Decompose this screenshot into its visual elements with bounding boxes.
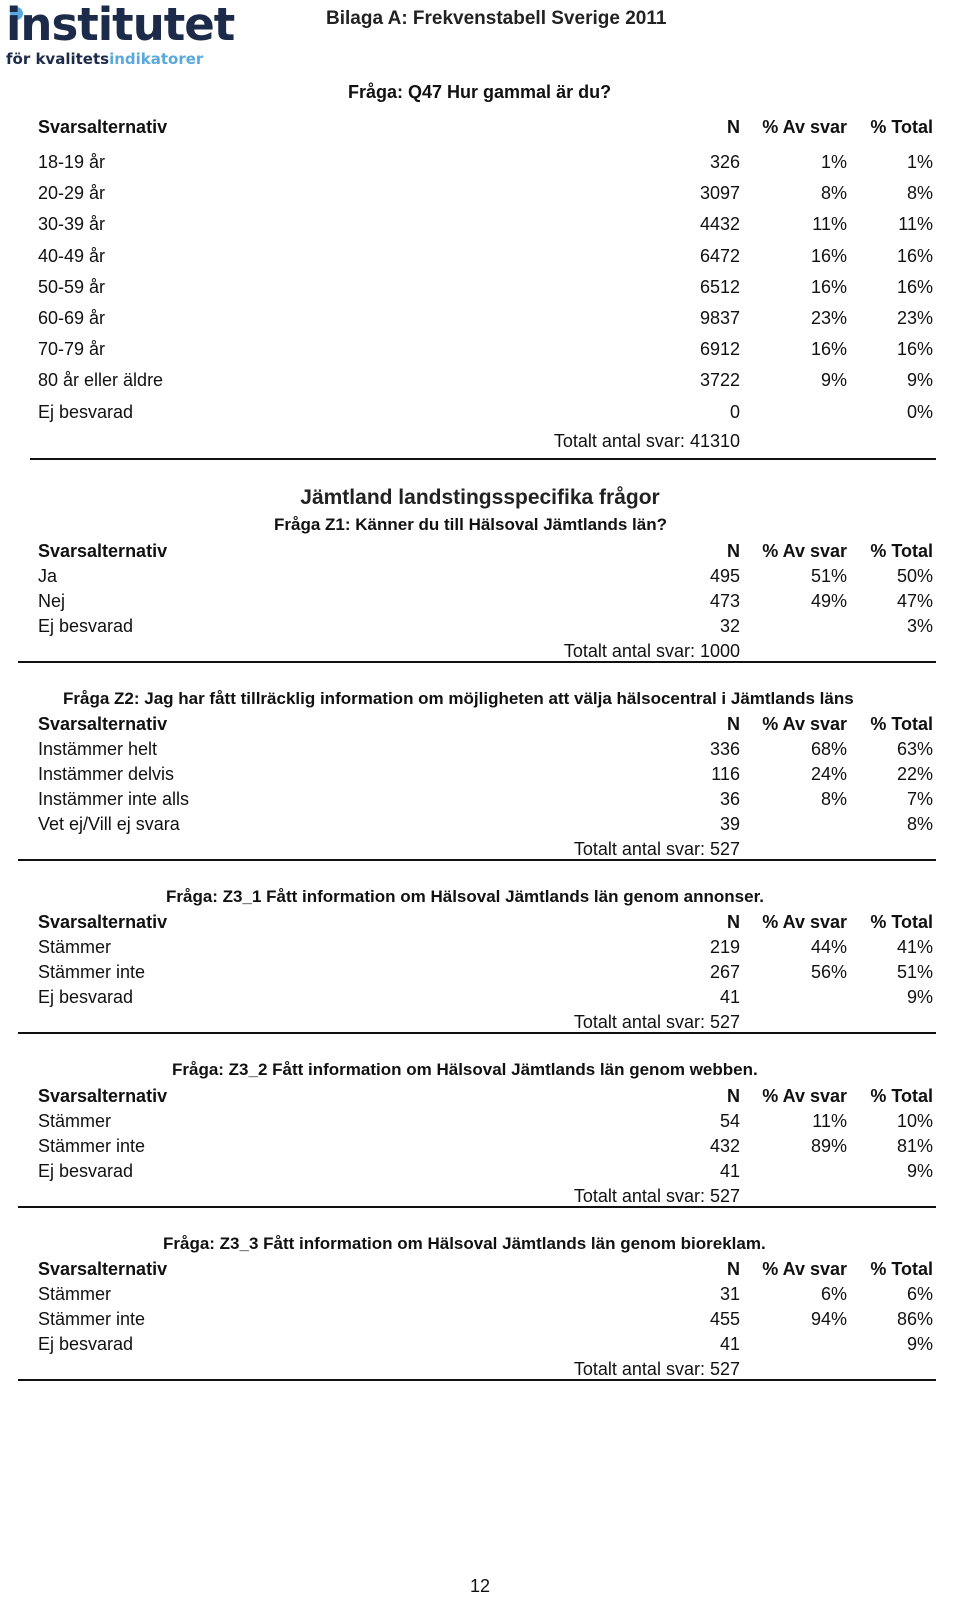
table-bottom-rule [18,1032,936,1034]
row-total-value: 86% [896,1309,933,1329]
table-row [0,764,960,790]
row-n-value: 219 [709,937,740,957]
table-header-row [0,714,960,740]
column-header-n: N [727,714,740,734]
row-n-value: 41 [719,1161,740,1181]
row-av-svar-value: 24% [810,764,847,784]
table-row [0,152,960,178]
row-av-svar-value: 56% [810,962,847,982]
row-n-value: 116 [711,764,740,784]
row-av-svar-value: 89% [810,1136,847,1156]
column-header-n: N [727,912,740,932]
total-responses: Totalt antal svar: 527 [573,839,740,859]
table-row [0,402,960,428]
table-row [0,183,960,209]
column-header-n: N [727,117,740,137]
row-av-svar-value: 9% [820,370,847,391]
row-total-value: 3% [906,616,933,636]
column-header-total: % Total [870,714,933,734]
column-header-label: Svarsalternativ [38,1086,168,1106]
table-row [0,277,960,303]
column-header-av-svar: % Av svar [762,541,847,561]
row-label: Stämmer inte [38,962,146,982]
column-header-av-svar: % Av svar [762,1259,847,1279]
row-total-value: 47% [896,591,933,611]
table-row [0,1161,960,1187]
table-row [0,616,960,642]
table-row [0,370,960,396]
column-header-av-svar: % Av svar [762,117,847,137]
total-responses: Totalt antal svar: 527 [573,1012,740,1032]
question-title: Fråga: Z3_1 Fått information om Hälsoval Jämtlands län genom annonser. [166,887,764,906]
logo-wordmark: institutet [6,0,235,51]
table-row [0,1309,960,1335]
section-title: Jämtland landstingsspecifika frågor [300,486,660,509]
row-av-svar-value: 51% [810,566,847,586]
row-total-value: 8% [906,814,933,834]
row-n-value: 39 [719,814,740,834]
table-row [0,566,960,592]
page-number: 12 [469,1576,491,1596]
row-av-svar-value: 8% [820,789,847,809]
row-av-svar-value: 16% [810,276,847,297]
row-total-value: 16% [896,276,933,297]
column-header-av-svar: % Av svar [762,912,847,932]
table-row [0,739,960,765]
row-label: Ja [38,566,58,586]
row-label: 30-39 år [38,214,106,235]
row-label: Stämmer inte [38,1309,146,1329]
row-n-value: 4432 [699,214,740,235]
table-bottom-rule [18,859,936,861]
row-av-svar-value: 94% [810,1309,847,1329]
row-label: Ej besvarad [38,1161,134,1181]
row-n-value: 32 [719,616,740,636]
row-total-value: 81% [896,1136,933,1156]
row-label: 50-59 år [38,276,106,297]
column-header-av-svar: % Av svar [762,714,847,734]
table-header-row [0,1259,960,1285]
column-header-label: Svarsalternativ [38,1259,168,1279]
row-total-value: 23% [896,308,933,328]
question-title: Fråga: Q47 Hur gammal är du? [348,82,612,102]
row-total-value: 10% [896,1111,933,1131]
table-header-row [0,541,960,567]
row-label: Ej besvarad [38,1334,134,1354]
column-header-total: % Total [870,117,933,137]
column-header-label: Svarsalternativ [38,541,168,561]
table-bottom-rule [30,458,936,460]
row-av-svar-value: 6% [820,1284,847,1304]
row-n-value: 31 [719,1284,740,1304]
table-header-row [0,1086,960,1112]
row-n-value: 495 [709,566,740,586]
row-total-value: 41% [896,937,933,957]
total-responses: Totalt antal svar: 1000 [563,641,740,661]
row-total-value: 11% [898,214,933,235]
column-header-total: % Total [870,912,933,932]
row-av-svar-value: 11% [812,1111,847,1131]
row-label: Ej besvarad [38,987,134,1007]
row-label: Ej besvarad [38,616,134,636]
row-n-value: 36 [719,789,740,809]
row-total-value: 0% [906,401,933,422]
column-header-n: N [727,1259,740,1279]
table-header-row [0,117,960,143]
row-av-svar-value: 8% [820,183,847,204]
row-label: Instämmer helt [38,739,158,759]
row-av-svar-value: 11% [812,214,847,235]
row-total-value: 7% [906,789,933,809]
row-av-svar-value: 49% [810,591,847,611]
row-total-value: 63% [896,739,933,759]
table-row [0,339,960,365]
row-av-svar-value: 16% [810,245,847,266]
row-n-value: 0 [729,401,740,422]
row-total-value: 6% [906,1284,933,1304]
row-total-value: 16% [896,245,933,266]
row-n-value: 6912 [699,339,740,360]
table-row [0,962,960,988]
row-av-svar-value: 16% [810,339,847,360]
document-title: Bilaga A: Frekvenstabell Sverige 2011 [326,8,667,29]
row-total-value: 9% [906,370,933,391]
column-header-total: % Total [870,1086,933,1106]
row-label: Nej [38,591,66,611]
row-total-value: 8% [906,183,933,204]
total-responses: Totalt antal svar: 527 [573,1359,740,1379]
row-label: Stämmer [38,1111,112,1131]
row-n-value: 6472 [699,245,740,266]
row-label: Stämmer inte [38,1136,146,1156]
table-bottom-rule [18,661,936,663]
row-label: Instämmer inte alls [38,789,190,809]
row-av-svar-value: 23% [810,308,847,328]
table-row [0,937,960,963]
table-row [0,1334,960,1360]
row-label: Instämmer delvis [38,764,175,784]
row-label: 60-69 år [38,308,106,328]
question-title: Fråga: Z3_3 Fått information om Hälsoval Jämtlands län genom bioreklam. [163,1234,766,1253]
table-row [0,1111,960,1137]
row-label: 40-49 år [38,245,106,266]
row-n-value: 3722 [699,370,740,391]
table-bottom-rule [18,1379,936,1381]
row-label: 20-29 år [38,183,106,204]
question-title: Fråga: Z3_2 Fått information om Hälsoval Jämtlands län genom webben. [172,1060,758,1079]
institutet-logo [6,0,235,68]
total-responses: Totalt antal svar: 527 [573,1186,740,1206]
row-label: Vet ej/Vill ej svara [38,814,180,834]
question-title: Fråga Z1: Känner du till Hälsoval Jämtlands län? [274,515,667,534]
row-n-value: 41 [719,987,740,1007]
row-label: Ej besvarad [38,401,134,422]
row-label: 80 år eller äldre [38,370,164,391]
column-header-label: Svarsalternativ [38,714,168,734]
column-header-n: N [727,1086,740,1106]
row-n-value: 267 [709,962,740,982]
table-header-row [0,912,960,938]
column-header-label: Svarsalternativ [38,912,168,932]
column-header-total: % Total [870,541,933,561]
row-av-svar-value: 1% [820,152,847,172]
total-responses: Totalt antal svar: 41310 [553,431,740,451]
table-row [0,591,960,617]
column-header-av-svar: % Av svar [762,1086,847,1106]
table-row [0,214,960,240]
row-total-value: 22% [896,764,933,784]
row-total-value: 16% [896,339,933,360]
row-total-value: 9% [906,1334,933,1354]
row-total-value: 1% [906,152,933,172]
table-row [0,246,960,272]
row-label: 18-19 år [38,152,106,172]
table-row [0,1136,960,1162]
row-av-svar-value: 44% [810,937,847,957]
row-n-value: 473 [709,591,740,611]
row-n-value: 9837 [699,308,740,328]
row-n-value: 455 [709,1309,740,1329]
table-row [0,1284,960,1310]
row-label: 70-79 år [38,339,106,360]
row-av-svar-value: 68% [810,739,847,759]
row-total-value: 51% [896,962,933,982]
column-header-n: N [727,541,740,561]
row-n-value: 3097 [699,183,740,204]
table-row [0,789,960,815]
row-n-value: 432 [709,1136,740,1156]
table-row [0,987,960,1013]
row-label: Stämmer [38,1284,112,1304]
row-total-value: 50% [896,566,933,586]
table-row [0,308,960,334]
row-n-value: 54 [719,1111,740,1131]
column-header-total: % Total [870,1259,933,1279]
question-title: Fråga Z2: Jag har fått tillräcklig information om möjligheten att välja hälsocentral i Jämtlands läns [63,689,854,708]
row-total-value: 9% [906,1161,933,1181]
row-n-value: 326 [709,152,740,172]
row-n-value: 41 [719,1334,740,1354]
logo-subtitle: för kvalitetsindikatorer [6,50,204,68]
row-n-value: 6512 [699,276,740,297]
column-header-label: Svarsalternativ [38,117,168,137]
row-total-value: 9% [906,987,933,1007]
row-label: Stämmer [38,937,112,957]
row-n-value: 336 [709,739,740,759]
table-row [0,814,960,840]
table-bottom-rule [18,1206,936,1208]
